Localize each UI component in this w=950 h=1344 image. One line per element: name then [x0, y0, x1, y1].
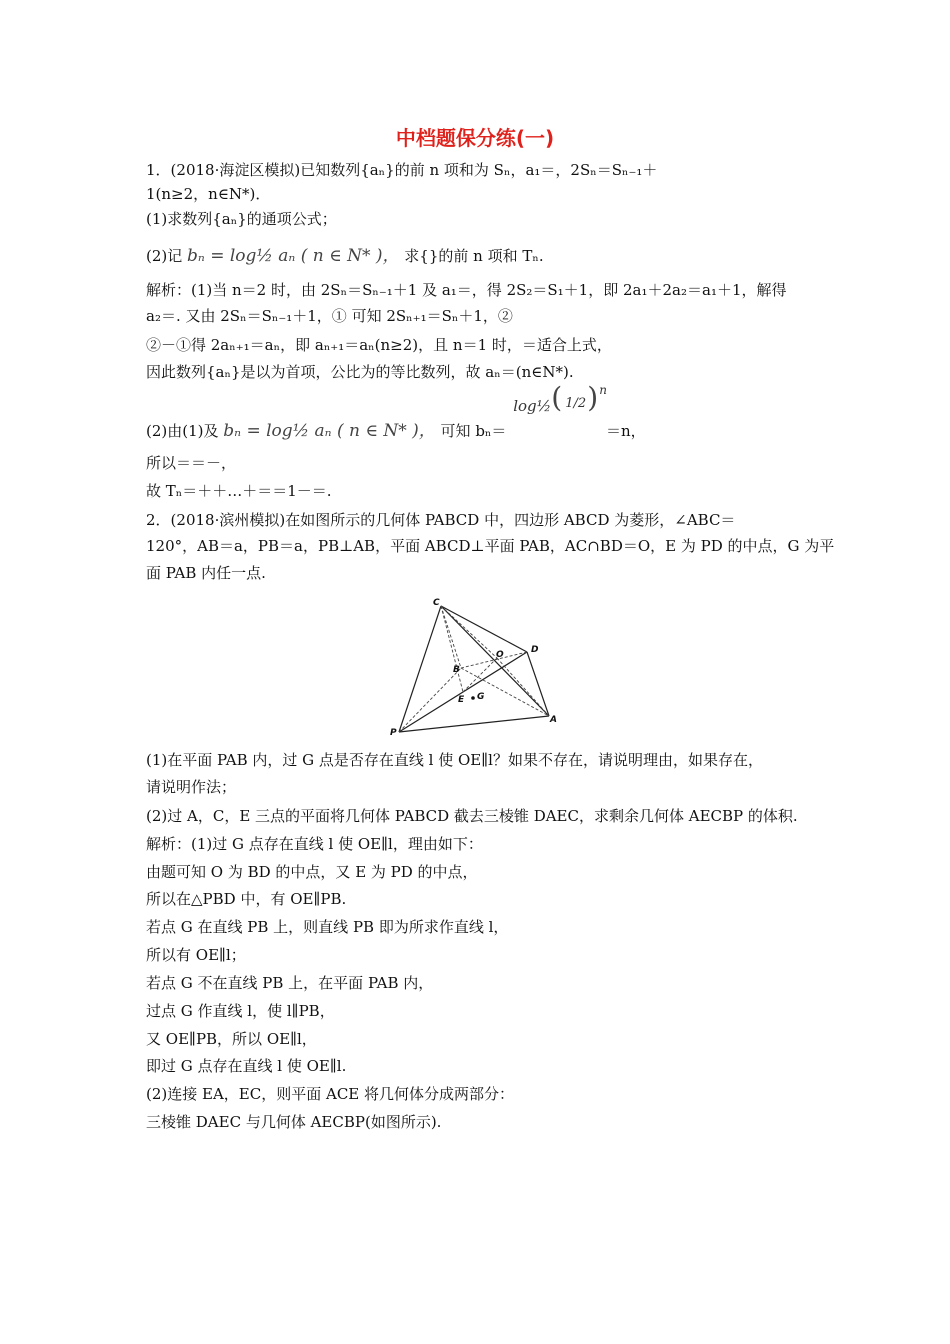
text-line: ②－①得 2aₙ₊₁＝aₙ，即 aₙ₊₁＝aₙ(n≥2)，且 n＝1 时，＝适合上式，	[146, 336, 612, 354]
sol1-part2	[146, 381, 812, 446]
text-line: 故 Tₙ＝＋＋…＋＝＝1－＝.	[146, 482, 332, 500]
text-line: 解析：(1)当 n＝2 时，由 2Sₙ＝Sₙ₋₁＋1 及 a₁＝，得 2S₂＝S₁＋1，即 2a₁＋2a₂＝a₁＋1，解得	[146, 281, 787, 299]
text-line: 解析：(1)过 G 点存在直线 l 使 OE∥l，理由如下：	[146, 835, 483, 853]
geometry-figure	[385, 598, 575, 740]
text-line: 三棱锥 DAEC 与几何体 AECBP(如图所示).	[146, 1113, 442, 1131]
text-line: 2．(2018·滨州模拟)在如图所示的几何体 PABCD 中，四边形 ABCD 为菱形，∠ABC＝	[146, 511, 736, 529]
text-line: 所以在△PBD 中，有 OE∥PB.	[146, 890, 347, 908]
text-line: 因此数列{aₙ}是以为首项，公比为的等比数列，故 aₙ＝(n∈N*).	[146, 363, 574, 381]
exponent-n: n	[599, 383, 607, 397]
label-a: A	[550, 715, 557, 725]
text-line: (2)连接 EA，EC，则平面 ACE 将几何体分成两部分：	[146, 1085, 515, 1103]
bn-formula: bₙ = log½ aₙ ( n ∈ N* )，	[187, 246, 400, 266]
bn-formula-2: bₙ = log½ aₙ ( n ∈ N* )，	[223, 421, 436, 441]
fraction-half: 1/2	[565, 396, 587, 411]
text-line: 请说明作法；	[146, 778, 237, 796]
log-base-half: log½	[513, 397, 552, 415]
point-g	[471, 696, 475, 700]
label-g: G	[477, 692, 485, 702]
sol1-part2-suffix: ＝n，	[605, 422, 646, 440]
q1-part2-suffix: 求{}的前 n 项和 Tₙ.	[404, 247, 544, 265]
log-half-power	[511, 381, 607, 436]
right-paren: )	[587, 381, 599, 414]
text-line: 过点 G 作直线 l，使 l∥PB，	[146, 1002, 335, 1020]
text-line: 所以有 OE∥l；	[146, 946, 246, 964]
text-line: 即过 G 点存在直线 l 使 OE∥l.	[146, 1057, 347, 1075]
text-line: 所以＝＝－，	[146, 454, 237, 472]
left-paren: (	[551, 381, 563, 414]
label-d: D	[531, 645, 539, 655]
label-c: C	[433, 598, 440, 608]
text-line: 由题可知 O 为 BD 的中点，又 E 为 PD 的中点，	[146, 863, 478, 881]
text-line: 若点 G 在直线 PB 上，则直线 PB 即为所求作直线 l，	[146, 918, 509, 936]
text-line: 1．(2018·海淀区模拟)已知数列{aₙ}的前 n 项和为 Sₙ，a₁＝，2Sₙ＝Sₙ₋₁＋	[146, 161, 658, 179]
text-line: (1)求数列{aₙ}的通项公式；	[146, 210, 337, 228]
text-line: (2)过 A，C，E 三点的平面将几何体 PABCD 截去三棱锥 DAEC，求剩余几何体 AECBP 的体积.	[146, 807, 798, 825]
text-line: 面 PAB 内任一点.	[146, 564, 266, 582]
text-line: (1)在平面 PAB 内，过 G 点是否存在直线 l 使 OE∥l？如果不存在，请说明理由，如果存在，	[146, 751, 763, 769]
q1-part2-prefix: (2)记	[146, 247, 183, 265]
text-line: 若点 G 不在直线 PB 上，在平面 PAB 内，	[146, 974, 434, 992]
page-title: 中档题保分练(一)	[395, 126, 555, 150]
q1-part2	[146, 246, 812, 266]
text-line: 120°，AB＝a，PB＝a，PB⊥AB，平面 ABCD⊥平面 PAB，AC∩BD＝O，E 为 PD 的中点，G 为平	[146, 537, 835, 555]
text-line: 又 OE∥PB，所以 OE∥l，	[146, 1030, 317, 1048]
text-line: 1(n≥2，n∈N*)．	[146, 185, 271, 203]
label-b: B	[453, 665, 460, 675]
sol1-part2-prefix: (2)由(1)及	[146, 422, 219, 440]
label-p: P	[390, 728, 397, 738]
label-o: O	[496, 650, 504, 660]
label-e: E	[458, 695, 465, 705]
text-line: a₂＝. 又由 2Sₙ＝Sₙ₋₁＋1，① 可知 2Sₙ₊₁＝Sₙ＋1，②	[146, 307, 513, 325]
sol1-part2-middle: 可知 bₙ＝	[440, 422, 507, 440]
